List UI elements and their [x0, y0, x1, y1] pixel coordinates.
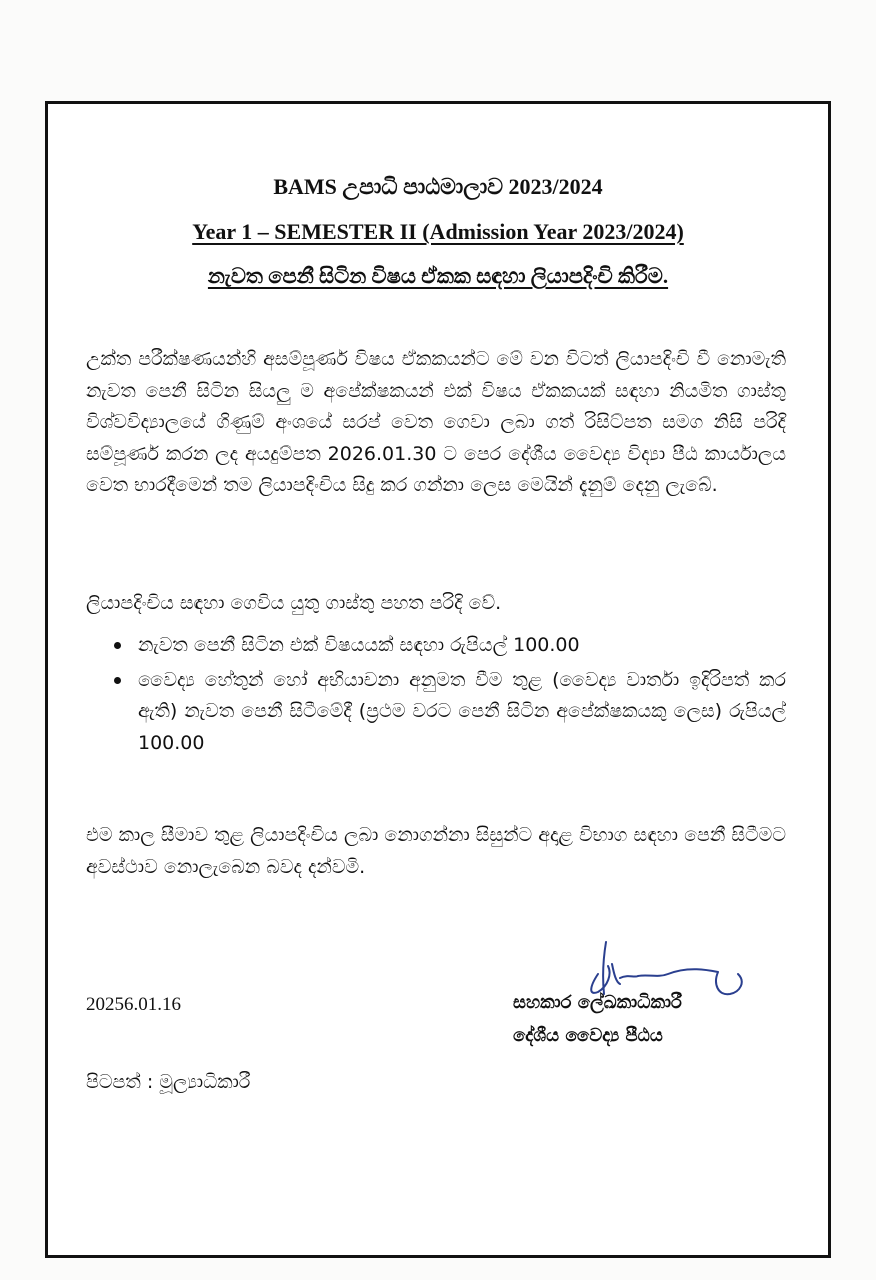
warning-paragraph: එම කාල සීමාව තුළ ලියාපදිංචිය ලබා නොගන්නා සිසුන්ට අදාළ විභාග සඳහා පෙනී සිටීමට අවස්ථාව නොලැබෙන බවද දන්වමි.	[86, 824, 786, 878]
document-frame	[45, 101, 831, 1258]
signer-title: සහකාර ලේඛකාධිකාරී	[513, 992, 682, 1013]
fees-list	[86, 630, 786, 762]
signer-block	[513, 986, 682, 1052]
copy-to: පිටපත් : මූල්‍යාධිකාරී	[86, 1071, 251, 1093]
notice-paragraph: උක්ත පරීක්ෂණයන්හි අසම්පූර්ණ විෂය ඒකකයන්ට මේ වන විටත් ලියාපදිංචි වී නොමැති නැවත පෙනී සිටින සියලු ම අපේක්ෂකයන් එක් විෂය ඒකකයක් සඳහා නියමිත ගාස්තු විශ්වවිද්‍යාලයේ ගිණුම් අංශයේ සරප් වෙත ගෙවා ලබා ගත් රිසිට්පත සමග නිසි පරිදි සම්පූර්ණ කරන ලද අයදුම්පත 2026.01.30 ට පෙර දේශීය වෛද්‍ය විද්‍යා පීඨ කාර්යාලය වෙත භාරදීමෙන් තම ලියාපදිංචිය සිදු කර ගන්නා ලෙස මෙයින් දැනුම් දෙනු ලැබේ.	[86, 348, 786, 496]
fee-item-text: නැවත පෙනී සිටින එක් විෂයයක් සඳහා රුපියල් 100.00	[138, 634, 580, 656]
fees-intro: ලියාපදිංචිය සඳහා ගෙවිය යුතු ගාස්තු පහත පරිදි වේ.	[86, 592, 502, 614]
bullet-icon	[114, 642, 121, 649]
document-subject: නැවත පෙනී සිටින විෂය ඒකක සඳහා ලියාපදිංචි කිරීම.	[207, 264, 669, 288]
fee-item	[86, 630, 786, 662]
signer-faculty: දේශීය වෛද්‍ය පීඨය	[513, 1025, 663, 1046]
fee-item	[86, 665, 786, 760]
issue-date: 20256.01.16	[86, 994, 181, 1015]
bullet-icon	[114, 677, 121, 684]
document-subtitle: Year 1 – SEMESTER II (Admission Year 2023/2024)	[192, 219, 684, 244]
document-title: BAMS උපාධි පාඨමාලාව 2023/2024	[273, 174, 603, 199]
fee-item-text: වෛද්‍ය හේතුන් හෝ අභියාචනා අනුමත වීම තුළ (වෛද්‍ය වාර්තා ඉදිරිපත් කර ඇති) නැවත පෙනී සිටීමේදී (ප්‍රථම වරට පෙනී සිටින අපේක්ෂකයකු ලෙස) රුපියල් 100.00	[138, 668, 786, 754]
